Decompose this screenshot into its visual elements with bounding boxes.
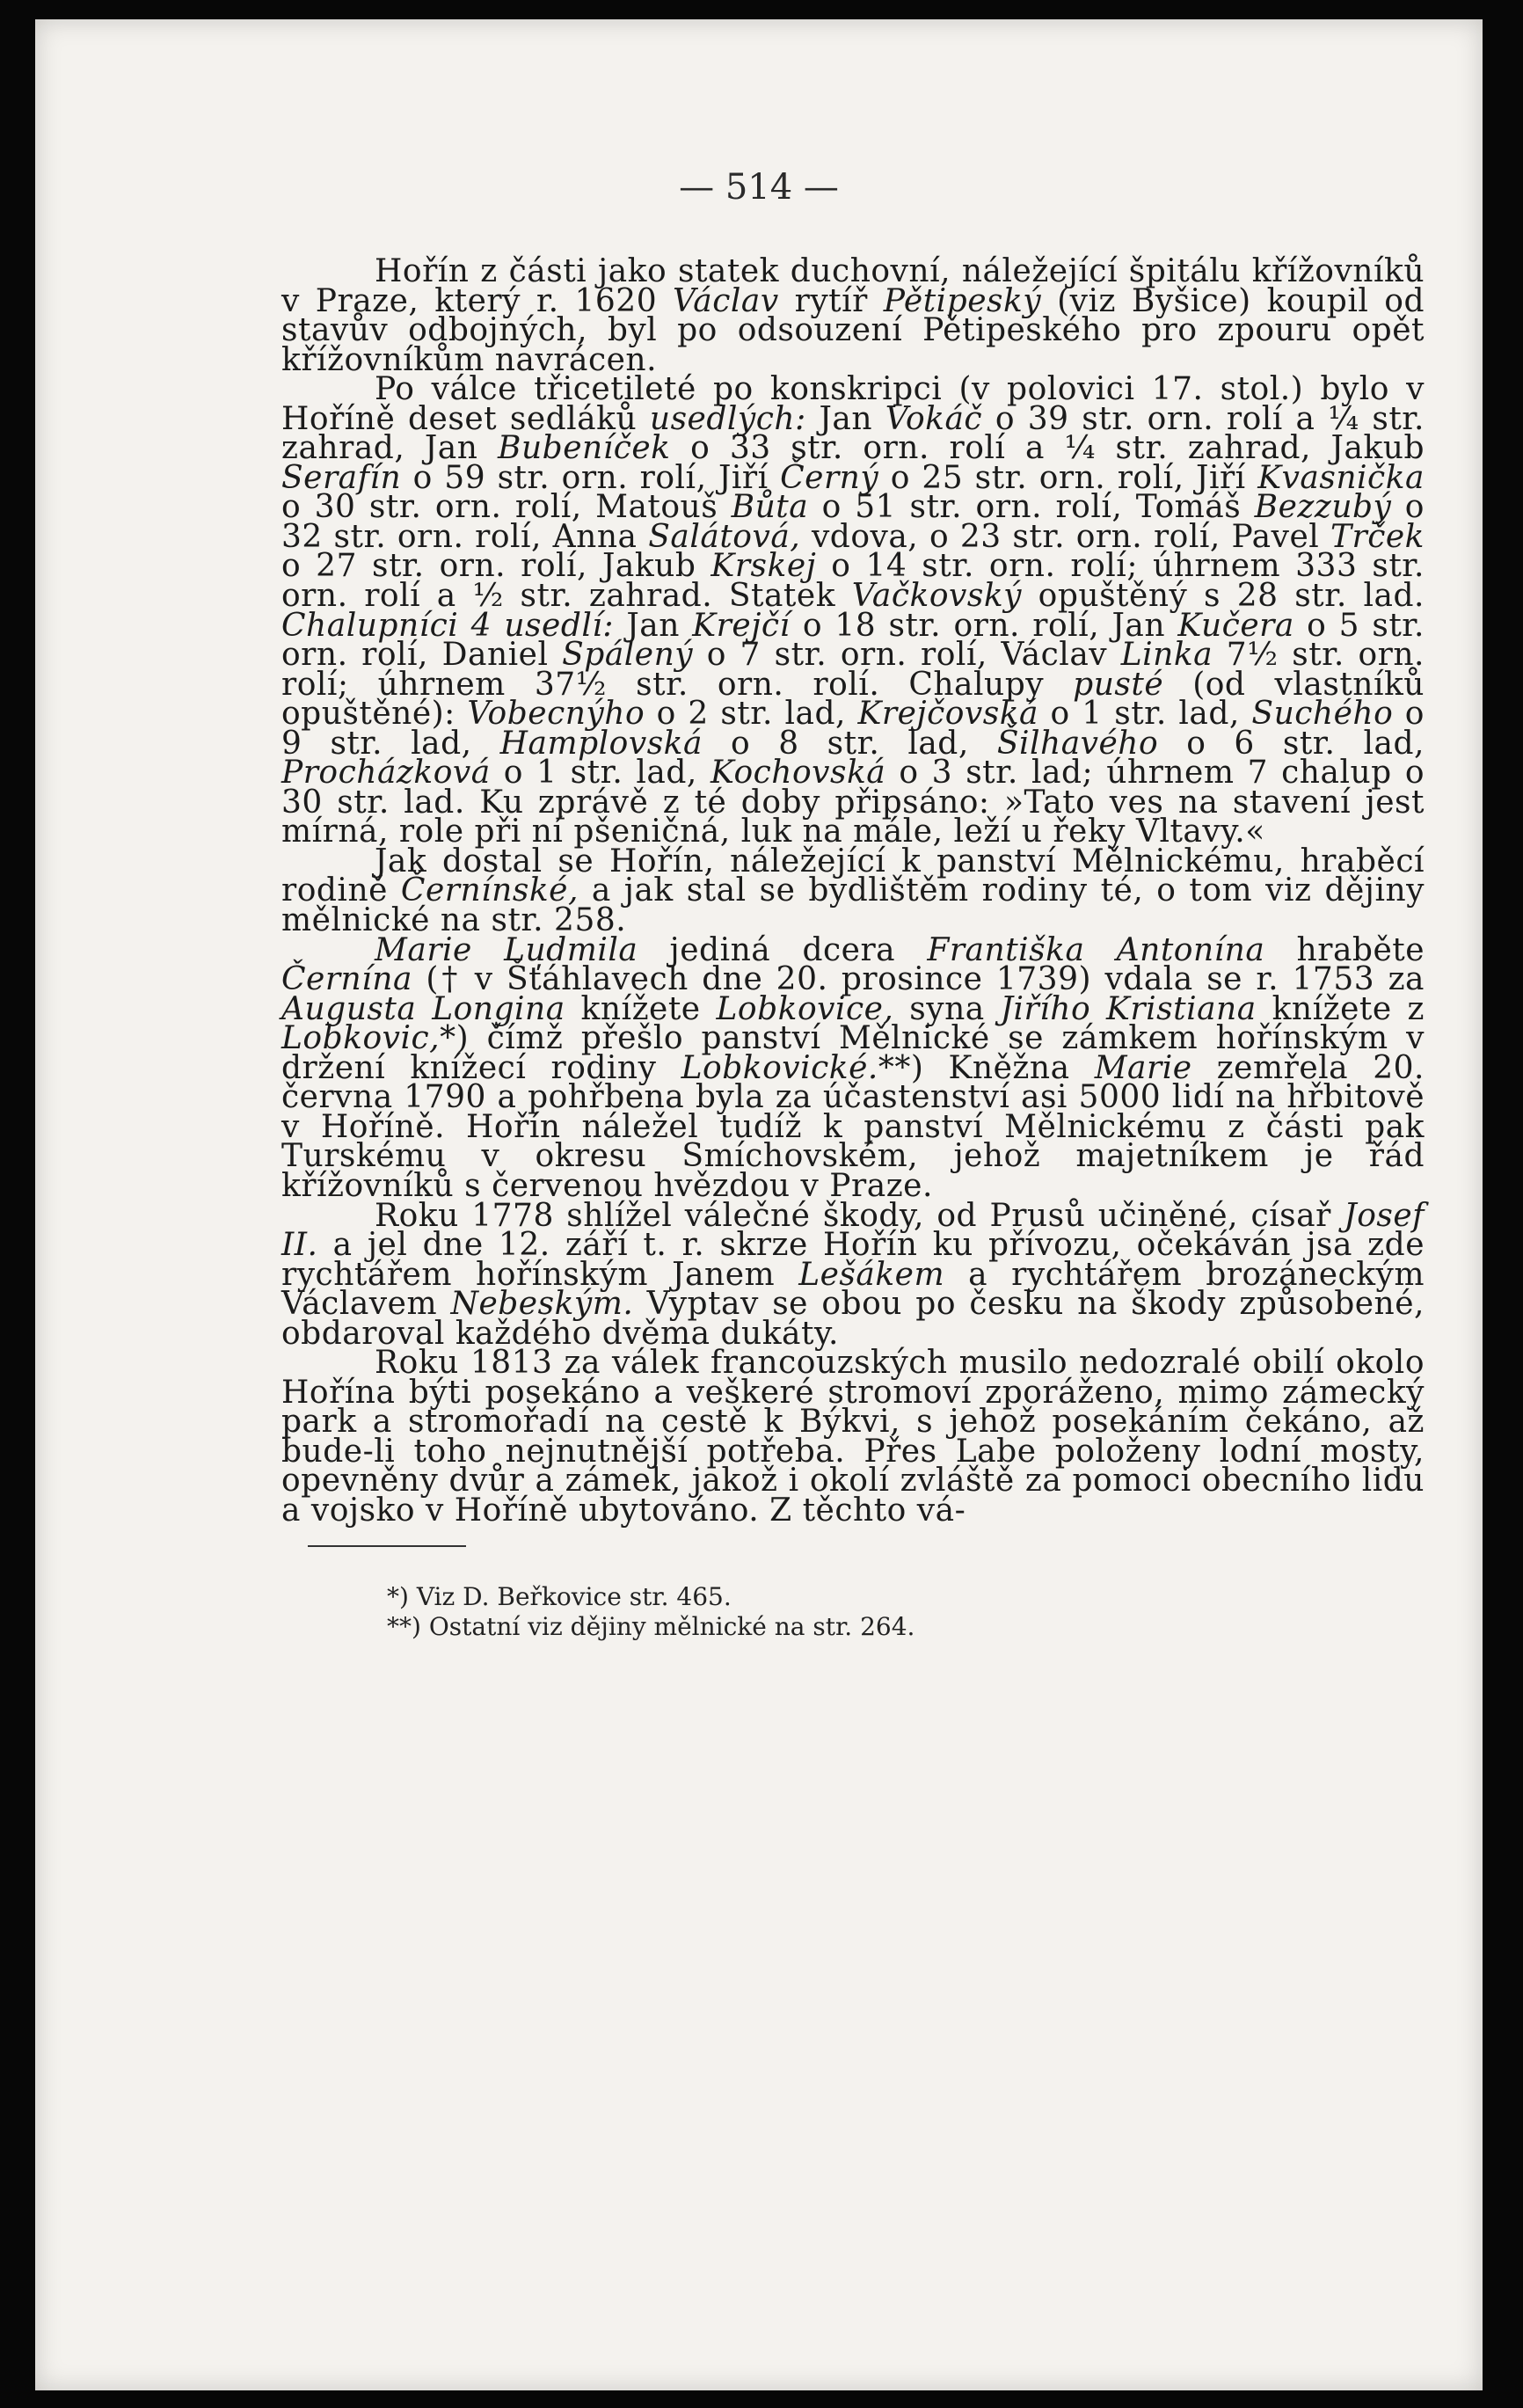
text-run: o 3 str. lad; úhrnem 7 chalup o 30 str. lad. Ku zprávě z té doby připsáno: »Tato ves na stavení jest mírná, role při ní pšeničná, luk na mále, leží u řeky Vltavy.« <box>281 755 1425 850</box>
italic-name: Lobkovice, <box>716 990 894 1027</box>
italic-name: Spálený <box>562 637 694 674</box>
italic-name: Vobecnýho <box>467 696 645 733</box>
text-run: Roku 1778 shlížel válečné škody, od Prusů učiněné, císař <box>375 1197 1344 1234</box>
italic-name: Lobkovické. <box>681 1049 878 1086</box>
italic-name: Černína <box>281 961 412 998</box>
footnote: *) Viz D. Beřkovice str. 465. <box>387 1582 732 1611</box>
text-run: a jak stal se bydlištěm rodiny té, o tom viz dějiny mělnické na str. 258. <box>281 872 1425 939</box>
text-run: o 39 str. orn. rolí a ¼ str. zahrad, Jan <box>281 400 1425 467</box>
text-run: zemřela 20. června 1790 a pohřbena byla za účastenství asi 5000 lidí na hřbitově v Hoříně. Hořín náležel tudíž k panství Mělnickému z části pak Turskému v okresu Smíchovském, jehož majetníkem je řád křížovníků s červenou hvězdou v Praze. <box>281 1049 1425 1204</box>
text-run: o 6 str. lad, <box>1158 725 1425 762</box>
italic-name: Marie Ludmila <box>375 931 638 968</box>
text-run: opuštěný s 28 str. lad. <box>1021 578 1425 615</box>
italic-name: Černý <box>780 459 879 496</box>
text-run: o 25 str. orn. rolí, Jiří <box>878 459 1258 496</box>
text-run: Jan <box>614 607 693 644</box>
body-text <box>281 253 1425 1529</box>
italic-name: Šilhavého <box>996 725 1159 762</box>
paragraph <box>281 371 1425 850</box>
text-run: knížete <box>565 990 717 1027</box>
text-run: o 7 str. orn. rolí, Václav <box>693 637 1121 674</box>
paragraph <box>281 1197 1425 1352</box>
text-run: o 1 str. lad, <box>1038 696 1252 733</box>
text-run: Jak dostal se Hořín, náležející k panství Mělnickému, hraběcí rodině <box>281 843 1425 909</box>
text-run: o 27 str. orn. rolí, Jakub <box>281 548 711 585</box>
text-run: 7½ str. orn. rolí; úhrnem 37½ str. orn. rolí. Chalupy <box>281 637 1425 703</box>
footnote: **) Ostatní viz dějiny mělnické na str. 264. <box>387 1612 915 1641</box>
italic-name: Josef II. <box>281 1197 1425 1264</box>
italic-name: Vačkovský <box>851 578 1022 615</box>
italic-name: Černínské, <box>400 872 579 909</box>
page-number: — 514 — <box>679 167 839 208</box>
paragraph <box>281 931 1425 1204</box>
italic-name: Augusta Longina <box>281 990 565 1027</box>
paragraph <box>281 843 1425 939</box>
italic-name: Krejčovská <box>857 696 1039 733</box>
text-run: o 32 str. orn. rolí, Anna <box>281 489 1425 555</box>
text-run: o 51 str. orn. rolí, Tomáš <box>808 489 1255 526</box>
text-run: Jan <box>805 400 885 437</box>
text-run: Roku 1813 za válek francouzských musilo nedozralé obilí okolo Hořína býti posekáno a veškeré stromoví zporáženo, mimo zámecký park a stromořadí na cestě k Býkvi, s jehož posekáním čekáno, až bude-li toho nejnutnější potřeba. Přes Labe položeny lodní mosty, opevněny dvůr a zámek, jakož i okolí zvláště za pomoci obecního lidu a vojsko v Hoříně ubytováno. Z těchto vá- <box>281 1345 1425 1529</box>
text-run: o 14 str. orn. rolí; úhrnem 333 str. orn. rolí a ½ str. zahrad. Statek <box>281 548 1425 615</box>
text-run: a rychtářem brozáneckým Václavem <box>281 1256 1425 1323</box>
text-run: (viz Byšice) koupil od stavův odbojných, byl po odsouzení Pětipeského pro zpouru opět křížovníkům navrácen. <box>281 282 1425 378</box>
text-run: o 18 str. orn. rolí, Jan <box>790 607 1178 644</box>
italic-name: Kochovská <box>710 755 886 792</box>
italic-name: Suchého <box>1251 696 1394 733</box>
italic-name: Salátová, <box>648 518 801 555</box>
text-run: rytíř <box>778 282 884 319</box>
text-run: Vyptav se obou po česku na škody způsobené, obdaroval každého dvěma dukáty. <box>281 1286 1425 1352</box>
text-run: o 8 str. lad, <box>702 725 997 762</box>
italic-name: Hamplovská <box>499 725 703 762</box>
italic-name: Jiřího Kristiana <box>1000 990 1257 1027</box>
italic-name: Marie <box>1094 1049 1192 1086</box>
text-run: jediná dcera <box>638 931 928 968</box>
italic-name: usedlých: <box>649 400 806 437</box>
italic-name: Chalupníci 4 usedlí: <box>281 607 615 644</box>
footnote-divider <box>308 1545 466 1547</box>
italic-name: Trček <box>1330 518 1425 555</box>
text-run: knížete z <box>1256 990 1425 1027</box>
italic-name: Pětipeský <box>883 282 1042 319</box>
italic-name: pusté <box>1073 666 1164 703</box>
text-run: *) čímž přešlo panství Mělnické se zámkem hořínským v držení knížecí rodiny <box>281 1020 1425 1086</box>
text-run: o 59 str. orn. rolí, Jiří <box>401 459 781 496</box>
text-run: a jel dne 12. září t. r. skrze Hořín ku přívozu, očekáván jsa zde rychtářem hořínským Janem <box>281 1227 1425 1293</box>
paragraph <box>281 253 1425 378</box>
text-run: Hořín z části jako statek duchovní, náležející špitálu křížovníků v Praze, který r. 1620 <box>281 253 1425 319</box>
italic-name: Kvasnička <box>1257 459 1425 496</box>
text-run: († v Šťáhlavech dne 20. prosince 1739) vdala se r. 1753 za <box>412 961 1425 998</box>
italic-name: Krejčí <box>692 607 791 644</box>
text-run: o 30 str. orn. rolí, Matouš <box>281 489 732 526</box>
italic-name: Nebeským. <box>450 1286 634 1323</box>
italic-name: Bubeníček <box>498 430 671 467</box>
text-run: **) Kněžna <box>878 1049 1095 1086</box>
italic-name: Františka Antonína <box>927 931 1265 968</box>
paragraph <box>281 1345 1425 1529</box>
text-run: hraběte <box>1264 931 1425 968</box>
italic-name: Václav <box>673 282 779 319</box>
text-run: o 5 str. orn. rolí, Daniel <box>281 607 1425 674</box>
book-page <box>35 19 1483 2390</box>
text-run: o 1 str. lad, <box>490 755 711 792</box>
text-run: o 9 str. lad, <box>281 696 1425 762</box>
italic-name: Kučera <box>1177 607 1294 644</box>
italic-name: Vokáč <box>885 400 983 437</box>
text-run: syna <box>893 990 1001 1027</box>
italic-name: Bůta <box>731 489 809 526</box>
italic-name: Procházková <box>281 755 491 792</box>
italic-name: Bezzubý <box>1254 489 1392 526</box>
footnotes <box>387 1582 915 1642</box>
italic-name: Lobkovic, <box>281 1020 441 1057</box>
text-run: vdova, o 23 str. orn. rolí, Pavel <box>800 518 1330 555</box>
text-run: o 2 str. lad, <box>645 696 858 733</box>
text-run: Po válce třicetileté po konskripci (v polovici 17. stol.) bylo v Hoříně deset sedláků <box>281 371 1425 437</box>
text-run: o 33 str. orn. rolí a ¼ str. zahrad, Jakub <box>670 430 1425 467</box>
text-run: (od vlastníků opuštěné): <box>281 666 1425 733</box>
italic-name: Krskej <box>710 548 817 585</box>
italic-name: Linka <box>1120 637 1213 674</box>
italic-name: Lešákem <box>798 1256 945 1293</box>
italic-name: Serafín <box>281 459 402 496</box>
